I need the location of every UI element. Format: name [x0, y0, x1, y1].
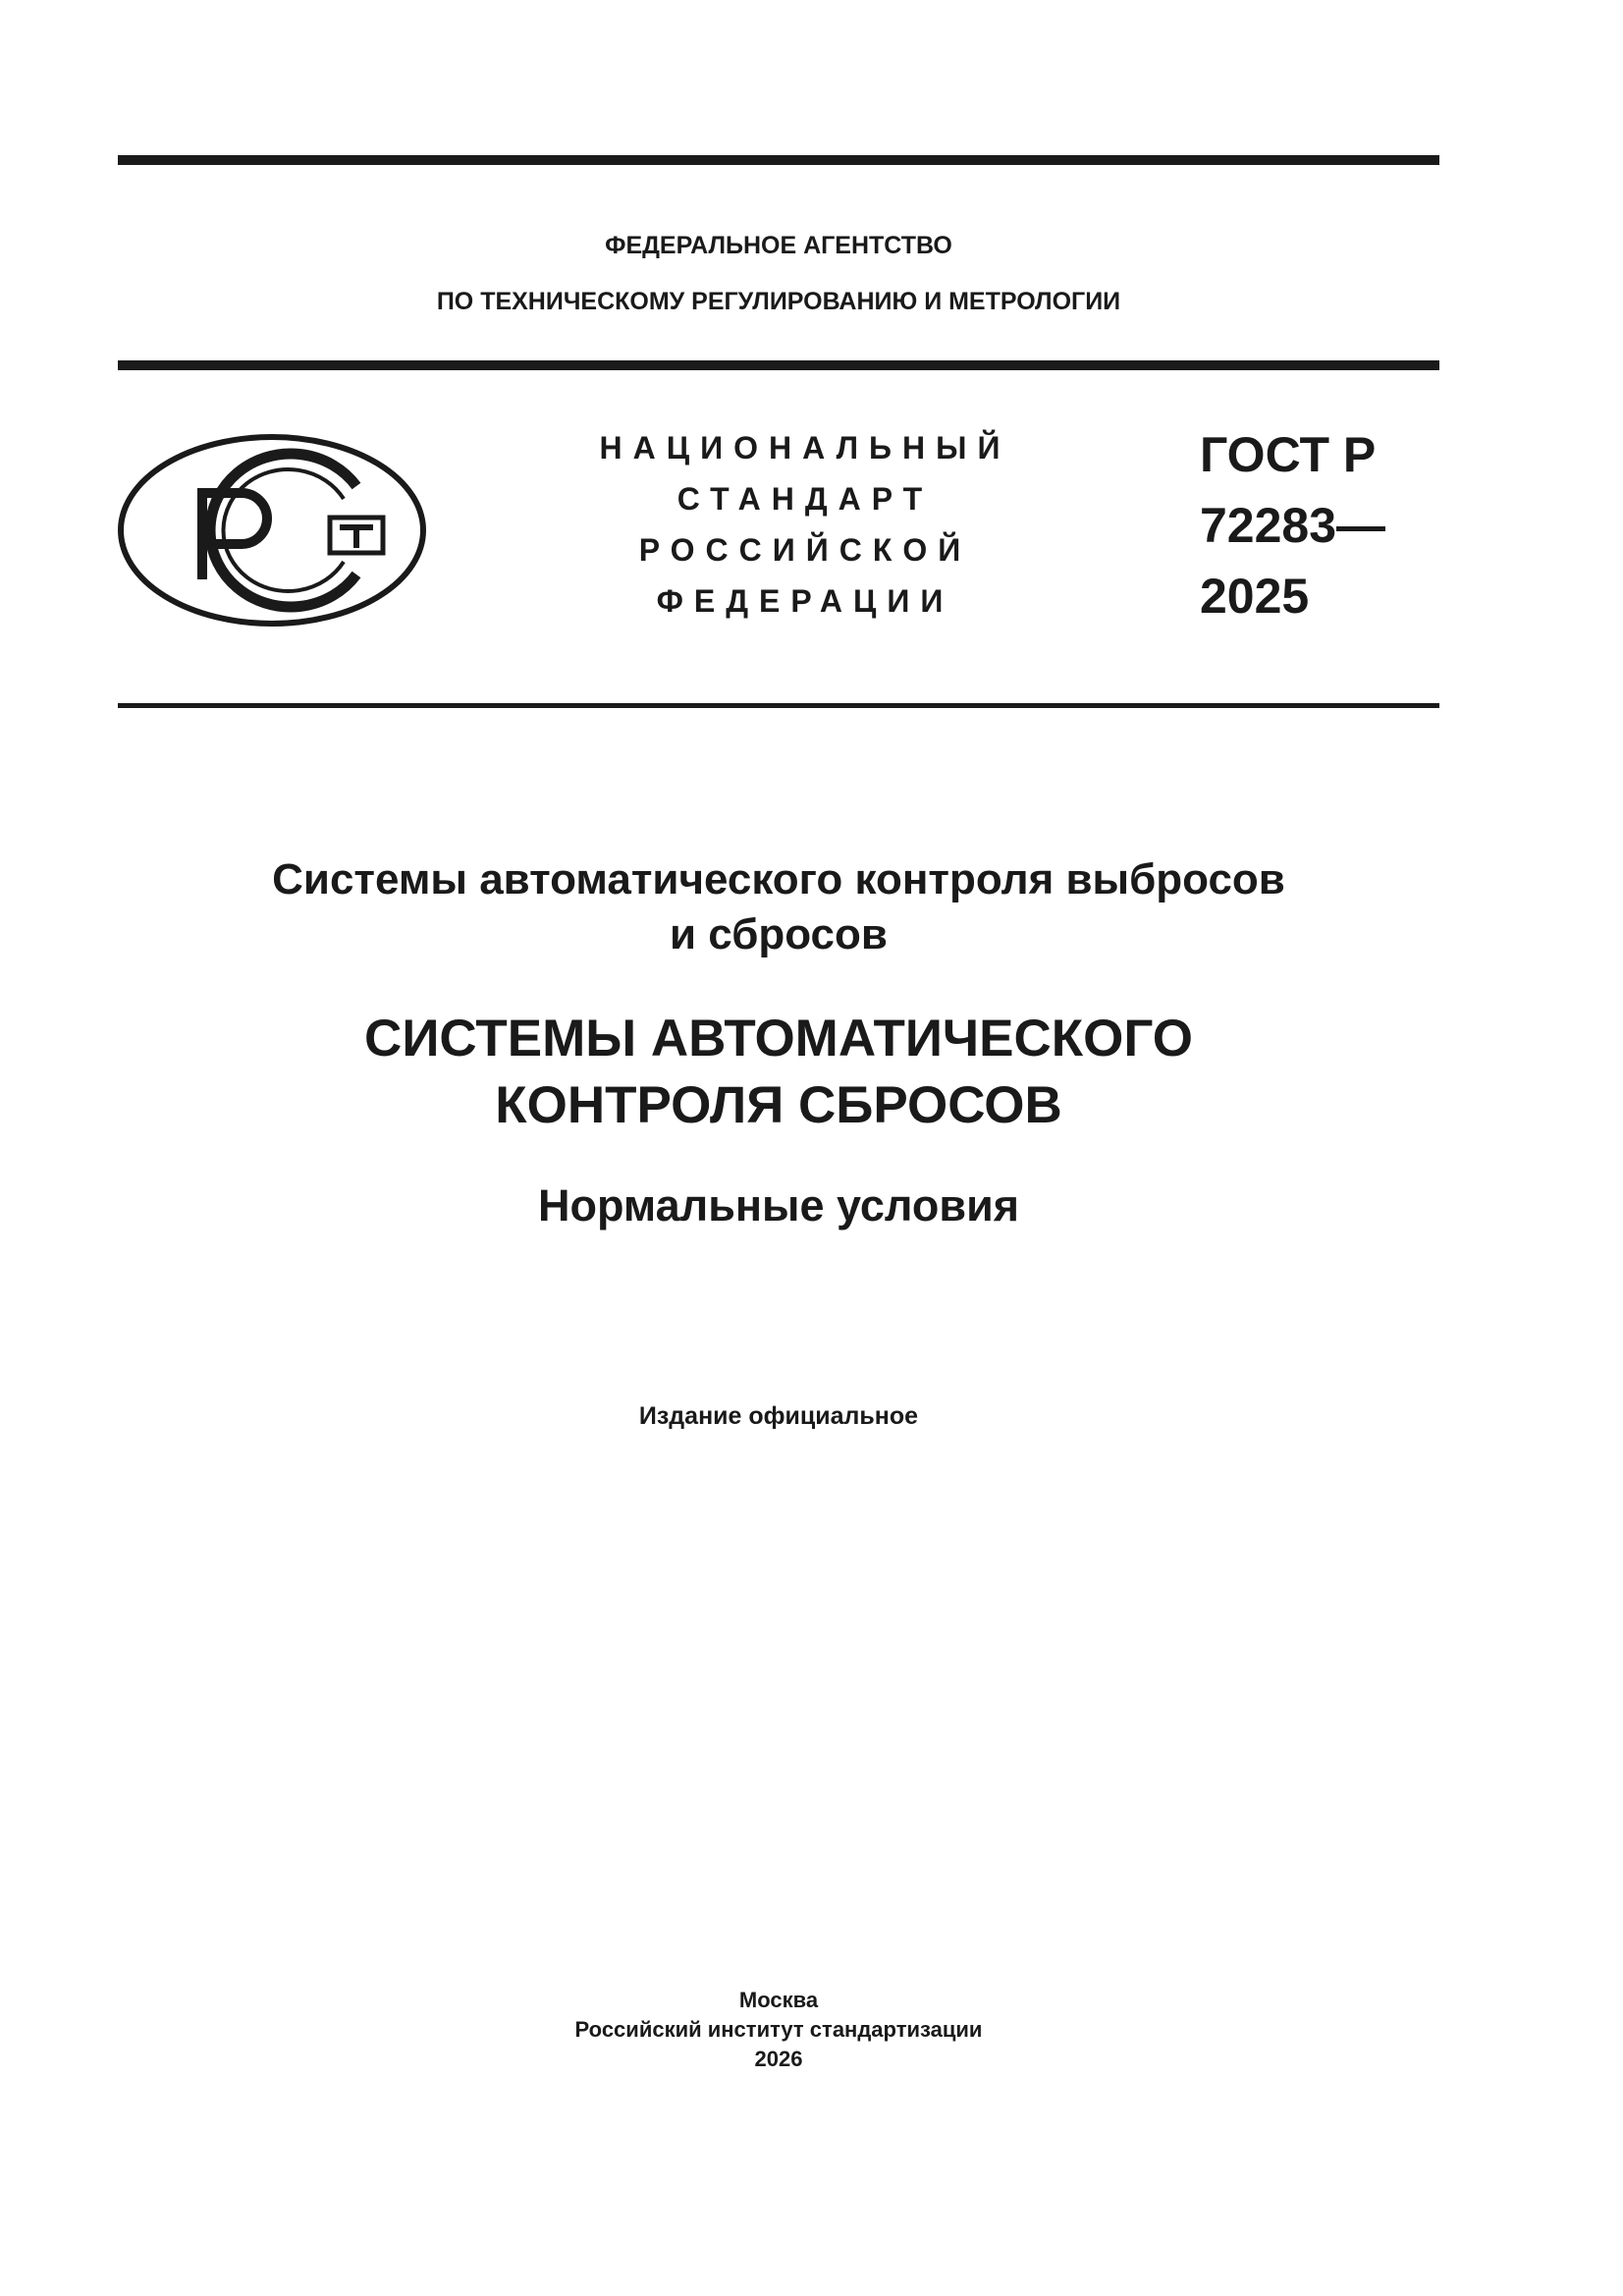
top-rule	[118, 155, 1439, 165]
designation-line-1: ГОСТ Р	[1200, 427, 1377, 482]
imprint	[118, 1986, 1439, 2074]
imprint-city: Москва	[738, 1988, 819, 2012]
standard-type-line-4: ФЕДЕРАЦИИ	[656, 583, 954, 619]
imprint-year: 2026	[754, 2047, 803, 2071]
group-title-line-2: и сбросов	[670, 910, 888, 958]
agency-line-1: ФЕДЕРАЛЬНОЕ АГЕНТСТВО	[605, 232, 952, 259]
edition-note: Издание официальное	[638, 1402, 919, 1430]
imprint-publisher: Российский институт стандартизации	[574, 2017, 983, 2042]
standard-type	[550, 422, 1060, 627]
standard-type-line-3: РОССИЙСКОЙ	[638, 532, 972, 568]
agency-header	[118, 218, 1439, 330]
bottom-rule	[118, 703, 1439, 708]
designation-line-3: 2025	[1200, 569, 1310, 624]
main-title	[118, 1006, 1439, 1139]
agency-line-2: ПО ТЕХНИЧЕСКОМУ РЕГУЛИРОВАНИЮ И МЕТРОЛОГИИ	[436, 288, 1121, 315]
main-title-line-2: КОНТРОЛЯ СБРОСОВ	[495, 1076, 1062, 1134]
subtitle-text: Нормальные условия	[538, 1180, 1019, 1230]
standard-type-line-2: СТАНДАРТ	[676, 481, 934, 517]
standard-designation	[1200, 419, 1385, 631]
group-title-line-1: Системы автоматического контроля выбросов	[272, 855, 1285, 903]
standard-type-line-1: НАЦИОНАЛЬНЫЙ	[599, 430, 1011, 465]
group-title	[118, 852, 1439, 962]
main-title-line-1: СИСТЕМЫ АВТОМАТИЧЕСКОГО	[364, 1010, 1193, 1067]
subtitle	[118, 1178, 1439, 1233]
rst-certification-mark-icon	[116, 432, 428, 629]
middle-rule	[118, 360, 1439, 370]
designation-line-2: 72283—	[1200, 498, 1386, 553]
